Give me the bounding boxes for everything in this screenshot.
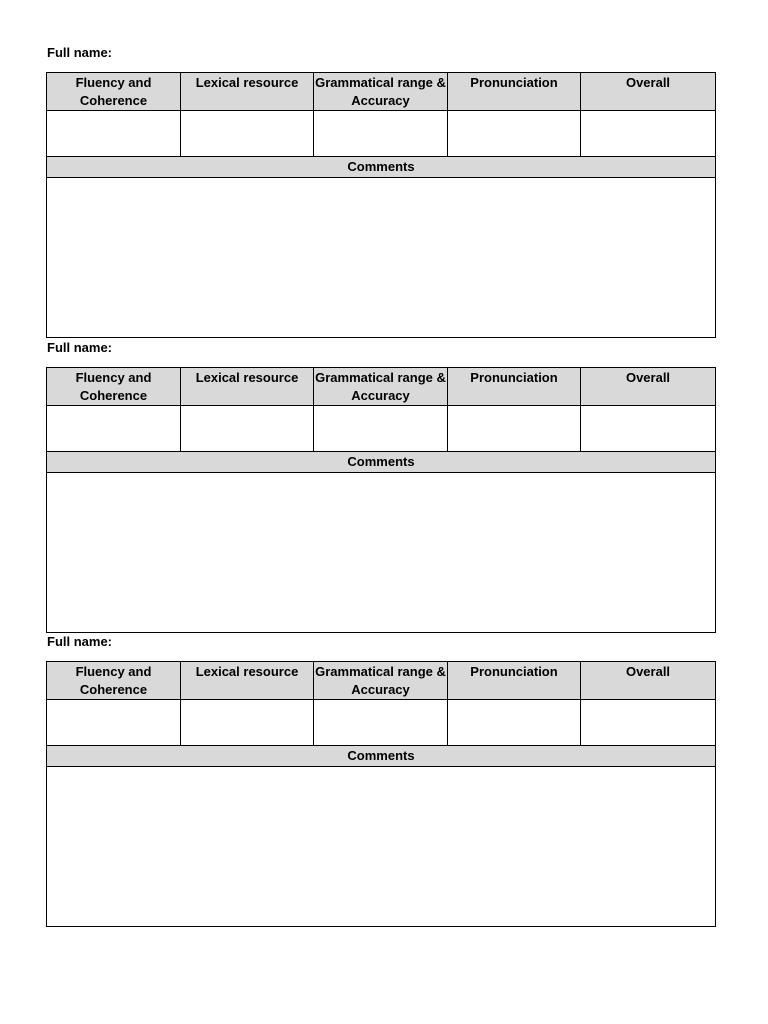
criterion-overall-header: Overall — [581, 662, 716, 700]
criteria-header-row — [47, 73, 716, 111]
criterion-fluency-header: Fluency and Coherence — [47, 368, 181, 406]
comments-row — [47, 178, 716, 338]
comments-header-row — [47, 746, 716, 767]
criterion-pronunciation-header: Pronunciation — [448, 662, 581, 700]
comments-box[interactable] — [47, 178, 716, 338]
comments-row — [47, 767, 716, 927]
comments-box[interactable] — [47, 767, 716, 927]
fluency-score-cell[interactable] — [47, 406, 181, 452]
grammar-score-cell[interactable] — [314, 406, 448, 452]
criterion-fluency-header: Fluency and Coherence — [47, 73, 181, 111]
lexical-score-cell[interactable] — [181, 406, 314, 452]
score-table — [46, 72, 716, 338]
comments-row — [47, 473, 716, 633]
criterion-pronunciation-header: Pronunciation — [448, 368, 581, 406]
score-table — [46, 661, 716, 927]
criterion-overall-header: Overall — [581, 73, 716, 111]
grammar-score-cell[interactable] — [314, 700, 448, 746]
full-name-label: Full name: — [47, 634, 113, 649]
criterion-grammar-header: Grammatical range & Accuracy — [314, 368, 448, 406]
pronunciation-score-cell[interactable] — [448, 111, 581, 157]
full-name-label: Full name: — [47, 45, 113, 60]
score-row — [47, 111, 716, 157]
comments-header: Comments — [47, 746, 716, 767]
score-row — [47, 700, 716, 746]
overall-score-cell[interactable] — [581, 111, 716, 157]
criterion-grammar-header: Grammatical range & Accuracy — [314, 662, 448, 700]
fluency-score-cell[interactable] — [47, 700, 181, 746]
comments-box[interactable] — [47, 473, 716, 633]
grammar-score-cell[interactable] — [314, 111, 448, 157]
criterion-lexical-header: Lexical resource — [181, 662, 314, 700]
comments-header: Comments — [47, 452, 716, 473]
pronunciation-score-cell[interactable] — [448, 406, 581, 452]
lexical-score-cell[interactable] — [181, 700, 314, 746]
criterion-grammar-header: Grammatical range & Accuracy — [314, 73, 448, 111]
criterion-lexical-header: Lexical resource — [181, 368, 314, 406]
score-table — [46, 367, 716, 633]
criterion-pronunciation-header: Pronunciation — [448, 73, 581, 111]
criteria-header-row — [47, 662, 716, 700]
fluency-score-cell[interactable] — [47, 111, 181, 157]
comments-header-row — [47, 157, 716, 178]
criterion-fluency-header: Fluency and Coherence — [47, 662, 181, 700]
pronunciation-score-cell[interactable] — [448, 700, 581, 746]
criteria-header-row — [47, 368, 716, 406]
criterion-lexical-header: Lexical resource — [181, 73, 314, 111]
comments-header-row — [47, 452, 716, 473]
full-name-label: Full name: — [47, 340, 113, 355]
overall-score-cell[interactable] — [581, 406, 716, 452]
comments-header: Comments — [47, 157, 716, 178]
score-row — [47, 406, 716, 452]
criterion-overall-header: Overall — [581, 368, 716, 406]
lexical-score-cell[interactable] — [181, 111, 314, 157]
overall-score-cell[interactable] — [581, 700, 716, 746]
